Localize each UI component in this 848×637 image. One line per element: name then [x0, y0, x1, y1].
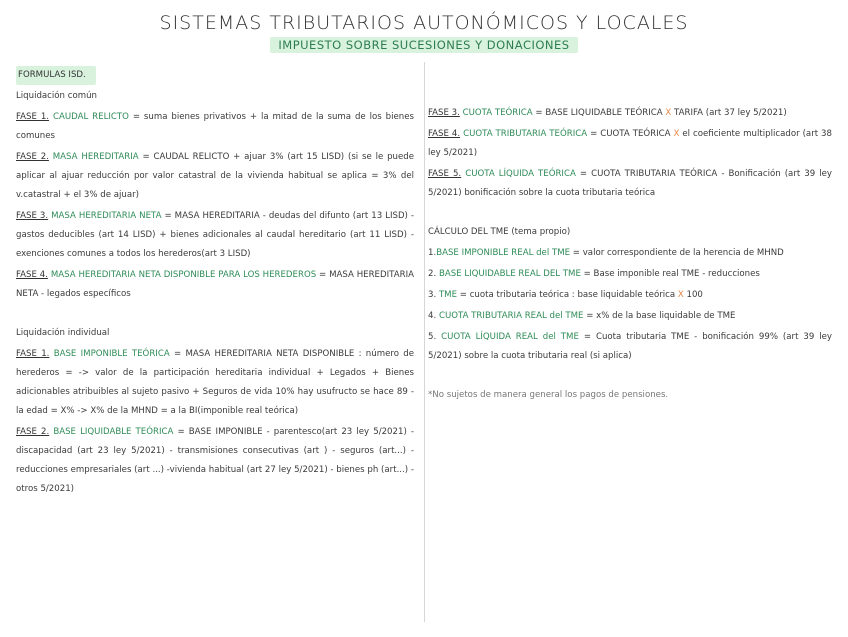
- subheading-individual: Liquidación individual: [16, 328, 110, 338]
- fase-text: = suma bienes privativos + la mitad de la suma de los bienes comunes: [16, 112, 414, 141]
- step-text: = Cuota tributaria TME - bonificación 99% (art 39 ley 5/2021) sobre la cuota tributaria real (si aplica): [428, 332, 832, 361]
- fase-label: FASE 2.: [16, 427, 50, 437]
- fase-label: FASE 3.: [428, 108, 460, 118]
- fase-key: MASA HEREDITARIA NETA DISPONIBLE PARA LOS HEREDEROS: [50, 270, 317, 280]
- step-text: = valor correspondiente de la herencia de MHND: [570, 248, 784, 258]
- fase-key: CUOTA TRIBUTARIA TEÓRICA: [463, 129, 588, 139]
- step-key: BASE IMPONIBLE REAL del TME: [436, 248, 571, 258]
- fase-text: = MASA HEREDITARIA NETA DISPONIBLE : número de herederos = -> valor de la participación hereditaria individual + Legados + Bienes adicionables atribuibles al sujeto pasivo + Seguros de vida 10% hay usufructo se hace 89 - la edad = X% -> X% de la MHND = a la BI(imponible real teórica): [16, 349, 414, 416]
- fase-key: MASA HEREDITARIA NETA: [51, 211, 162, 221]
- fase-label: FASE 1.: [16, 112, 50, 122]
- fase-1-comun: [16, 108, 414, 146]
- fase-3-comun: [16, 207, 414, 264]
- fase-text: = BASE LIQUIDABLE TEÓRICA: [532, 108, 666, 118]
- fase-key: CUOTA LÍQUIDA TEÓRICA: [465, 169, 576, 179]
- fase-text: TARIFA (art 37 ley 5/2021): [671, 108, 787, 118]
- fase-5-individual: [428, 165, 832, 203]
- step-key: BASE LIQUIDABLE REAL DEL TME: [438, 269, 581, 279]
- fase-label: FASE 4.: [428, 129, 461, 139]
- tme-step-5: [428, 328, 832, 366]
- fase-text: = CUOTA TRIBUTARIA TEÓRICA - Bonificación (art 39 ley 5/2021) bonificación sobre la cuota tributaria teórica: [428, 169, 832, 198]
- fase-label: FASE 1.: [16, 349, 50, 359]
- step-number: 5.: [428, 332, 437, 342]
- fase-key: CUOTA TEÓRICA: [462, 108, 533, 118]
- tme-step-2: [428, 265, 832, 284]
- fase-text: = BASE IMPONIBLE - parentesco(art 23 ley 5/2021) - discapacidad (art 23 ley 5/2021) - transmisiones consecutivas (art ) - seguros (art...) - reducciones empresariales (art ...) -vivienda habitual (art 27 ley 5/2021) - bienes ph (art...) - otros 5/2021): [16, 427, 415, 494]
- step-text: = x% de la base liquidable de TME: [583, 311, 736, 321]
- page-subtitle: [0, 38, 848, 52]
- fase-label: FASE 4.: [16, 270, 48, 280]
- step-key: CUOTA LÍQUIDA REAL del TME: [441, 332, 579, 342]
- section-heading-formulas: FORMULAS ISD.: [16, 66, 96, 85]
- tme-step-3: [428, 286, 832, 305]
- fase-3-individual: [428, 104, 832, 123]
- footnote: *No sujetos de manera general los pagos de pensiones.: [428, 390, 669, 400]
- step-text: = Base imponible real TME - reducciones: [580, 269, 760, 279]
- right-column: [428, 104, 832, 407]
- step-text: = cuota tributaria teórica : base liquidable teórica: [457, 290, 678, 300]
- fase-2-individual: [16, 423, 414, 499]
- fase-4-comun: [16, 266, 414, 304]
- step-number: 4.: [428, 311, 437, 321]
- subtitle-text: IMPUESTO SOBRE SUCESIONES Y DONACIONES: [270, 37, 577, 53]
- fase-key: MASA HEREDITARIA: [52, 152, 139, 162]
- fase-label: FASE 3.: [16, 211, 49, 221]
- step-number: 2.: [428, 269, 437, 279]
- page-title: SISTEMAS TRIBUTARIOS AUTONÓMICOS Y LOCALES: [159, 12, 689, 34]
- fase-key: CAUDAL RELICTO: [52, 112, 129, 122]
- multiply-symbol: X: [673, 129, 680, 139]
- fase-text: = MASA HEREDITARIA - deudas del difunto (art 13 LISD) - gastos deducibles (art 14 LISD) + bienes adicionales al caudal hereditario (art 11 LISD) - exenciones comunes a todos los herederos(art 3 LISD): [16, 211, 415, 259]
- subheading-tme: CÁLCULO DEL TME (tema propio): [428, 227, 571, 237]
- left-column: [16, 66, 414, 501]
- step-text: 100: [683, 290, 703, 300]
- step-number: 1.: [428, 248, 437, 258]
- multiply-symbol: X: [677, 290, 684, 300]
- fase-label: FASE 2.: [16, 152, 49, 162]
- fase-text: = CUOTA TEÓRICA: [587, 129, 674, 139]
- fase-1-individual: [16, 345, 414, 421]
- fase-4-individual: [428, 125, 832, 163]
- step-key: CUOTA TRIBUTARIA REAL del TME: [438, 311, 584, 321]
- multiply-symbol: X: [665, 108, 672, 118]
- column-divider: [424, 62, 425, 622]
- fase-text: = MASA HEREDITARIA NETA - legados específicos: [16, 270, 414, 299]
- fase-key: BASE LIQUIDABLE TEÓRICA: [53, 427, 174, 437]
- fase-2-comun: [16, 148, 414, 205]
- step-key: TME: [438, 290, 458, 300]
- subheading-comun: Liquidación común: [16, 91, 97, 101]
- tme-step-4: [428, 307, 832, 326]
- step-number: 3.: [428, 290, 437, 300]
- tme-step-1: [428, 244, 832, 263]
- fase-label: FASE 5.: [428, 169, 462, 179]
- fase-text: = CAUDAL RELICTO + ajuar 3% (art 15 LISD) (si se le puede aplicar al ajuar reducción por valor catastral de la vivienda habitual se aplica = 3% del v.catastral + el 3% de ajuar): [16, 152, 415, 200]
- fase-text: el coeficiente multiplicador (art 38 ley 5/2021): [428, 129, 832, 158]
- fase-key: BASE IMPONIBLE TEÓRICA: [53, 349, 170, 359]
